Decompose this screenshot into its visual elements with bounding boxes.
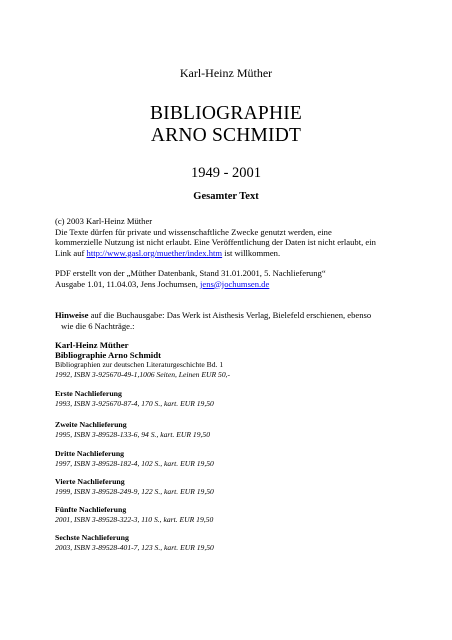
supplement-title: Vierte Nachlieferung	[55, 477, 125, 486]
years-range: 1949 - 2001	[190, 165, 262, 181]
pdf-info-line	[55, 279, 415, 290]
main-entry-details: 1992, ISBN 3-925670-49-1,1006 Seiten, Leinen EUR 50,-	[55, 370, 231, 379]
supplement-title: Sechste Nachlieferung	[55, 533, 129, 542]
supplement-title: Erste Nachlieferung	[55, 389, 122, 398]
title-line-2: ARNO SCHMIDT	[150, 125, 302, 146]
copyright-line: Die Texte dürfen für private und wissenschaftliche Zwecke genutzt werden, eine	[55, 226, 332, 237]
supplement-details: 1997, ISBN 3-89528-182-4, 102 S., kart. EUR 19,50	[55, 458, 214, 468]
supplement-entry	[55, 477, 415, 496]
supplement-title: Zweite Nachlieferung	[55, 420, 127, 429]
supplement-details: 1999, ISBN 3-89528-249-9, 122 S., kart. EUR 19,50	[55, 486, 214, 496]
notes-line: wie die 6 Nachträge.:	[61, 320, 135, 331]
supplement-title: Fünfte Nachlieferung	[55, 505, 127, 514]
header-author: Karl-Heinz Müther	[179, 66, 273, 80]
notes-line	[55, 310, 415, 321]
notes-text: auf die Buchausgabe: Das Werk ist Aisthesis Verlag, Bielefeld erschienen, ebenso	[88, 310, 372, 320]
copyright-line: kommerzielle Nutzung ist nicht erlaubt. Eine Veröffentlichung der Daten ist nicht erlaubt, ein	[55, 237, 376, 247]
notes-block	[55, 310, 415, 331]
copyright-line	[55, 248, 415, 259]
page-title	[0, 103, 452, 147]
copyright-line: (c) 2003 Karl-Heinz Müther	[55, 216, 153, 226]
supplement-entry	[55, 420, 415, 439]
supplement-entry	[55, 505, 415, 524]
supplement-details: 2003, ISBN 3-89528-401-7, 123 S., kart. EUR 19,50	[55, 542, 214, 552]
main-book-entry	[55, 340, 415, 380]
copyright-block	[55, 216, 415, 258]
title-line-1: BIBLIOGRAPHIE	[149, 103, 303, 124]
supplement-entry	[55, 389, 415, 408]
notes-label: Hinweise	[55, 310, 89, 320]
pdf-info-prefix: Ausgabe 1.01, 11.04.03, Jens Jochumsen,	[55, 278, 201, 289]
copyright-link-prefix: Link auf	[55, 247, 87, 258]
main-entry-series: Bibliographien zur deutschen Literaturgeschichte Bd. 1	[55, 360, 224, 369]
email-link[interactable]: jens@jochumsen.de	[200, 278, 270, 289]
supplement-details: 1995, ISBN 3-89528-133-6, 94 S., kart. EUR 19,50	[55, 429, 211, 439]
copyright-link-suffix: ist willkommen.	[222, 247, 281, 258]
main-entry-author: Karl-Heinz Müther	[55, 340, 129, 350]
supplement-title: Dritte Nachlieferung	[55, 449, 125, 458]
subtitle: Gesamter Text	[193, 191, 259, 202]
pdf-info-block	[55, 268, 415, 289]
pdf-info-line: PDF erstellt von der „Müther Datenbank, Stand 31.01.2001, 5. Nachlieferung“	[55, 268, 326, 278]
main-entry-title: Bibliographie Arno Schmidt	[55, 350, 162, 360]
supplement-entry	[55, 533, 415, 552]
supplement-entry	[55, 449, 415, 468]
supplement-details: 1993, ISBN 3-925670-87-4, 170 S., kart. EUR 19,50	[55, 398, 214, 408]
supplement-details: 2001, ISBN 3-89528-322-3, 110 S., kart. EUR 19,50	[55, 514, 214, 524]
website-link[interactable]: http://www.gasl.org/muether/index.htm	[86, 247, 223, 258]
